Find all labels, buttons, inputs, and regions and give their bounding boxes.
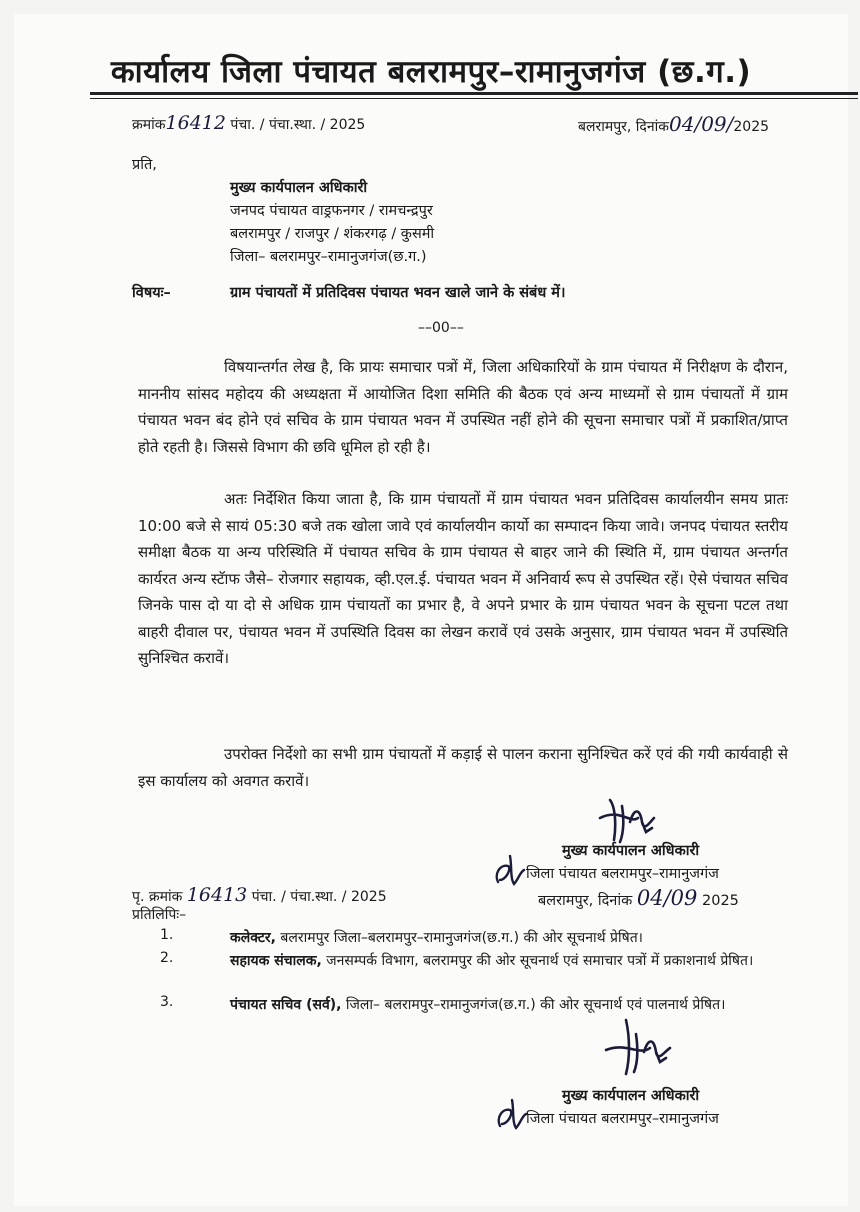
date-year: 2025 — [733, 119, 770, 135]
addressee-line3: बलरामपुर / राजपुर / शंकरगढ़ / कुसमी — [230, 226, 435, 242]
header-rule-thick — [90, 92, 858, 95]
prati-label: प्रति, — [132, 157, 157, 173]
signatory-office-2: जिला पंचायत बलरामपुर–रामानुजगंज — [526, 1111, 719, 1127]
copy-item-recipient: सहायक संचालक, — [230, 953, 322, 969]
body-paragraph-1: विषयान्तर्गत लेख है, कि प्रायः समाचार पत्रों में, जिला अधिकारियों के ग्राम पंचायत में निरीक्षण के दौरान, माननीय सांसद महोदय की अध्यक्षता में आयोजित दिशा समिति की बैठक एवं अन्य माध्यमों से ग्राम पंचायतों में ग्राम पंचायत भवन बंद होने एवं सचिव के ग्राम पंचायत भवन में उपस्थित नहीं होने की सूचना समाचार पत्रों में प्रकाशित/प्राप्त होते रहती है। जिससे विभाग की छवि धूमिल हो रही है। — [138, 358, 788, 456]
copy-item-detail: जनसम्पर्क विभाग, बलरामपुर की ओर सूचनार्थ एवं समाचार पत्रों में प्रकाशनार्थ प्रेषित। — [321, 953, 754, 969]
subject-text: ग्राम पंचायतों में प्रतिदिवस पंचायत भवन खाले जाने के संबंध में। — [230, 285, 566, 301]
signatory-designation-1: मुख्य कार्यपालन अधिकारी — [562, 843, 700, 859]
date-day-month: 04/09/ — [669, 112, 734, 136]
reference-line — [132, 112, 365, 134]
addressee-designation: मुख्य कार्यपालन अधिकारी — [230, 180, 368, 196]
initials-mark-1 — [490, 850, 530, 894]
body-paragraph-3: उपरोक्त निर्देशो का सभी ग्राम पंचायतों में कड़ाई से पालन कराना सुनिश्चित करें एवं की गयी कार्यवाही से इस कार्यालय को अवगत करावें। — [138, 745, 788, 790]
copy-ref-suffix: पंचा. / पंचा.स्था. / 2025 — [251, 889, 387, 905]
body-paragraph-2: अतः निर्देशित किया जाता है, कि ग्राम पंचायतों में ग्राम पंचायत भवन प्रतिदिवस कार्यालयीन समय प्रातः 10:00 बजे से सायं 05:30 बजे तक खोला जावे एवं कार्यालयीन कार्यो का सम्पादन किया जावे। जनपद पंचायत स्तरीय समीक्षा बैठक या अन्य परिस्थिति में पंचायत सचिव के ग्राम पंचायत से बाहर जाने की स्थिति में, ग्राम पंचायत अन्तर्गत कार्यरत अन्य स्टॅाफ जैसे– रोजगार सहायक, व्ही.एल.ई. पंचायत भवन में अनिवार्य रूप से उपस्थित रहें। ऐसे पंचायत सचिव जिनके पास दो या दो से अधिक ग्राम पंचायतों का प्रभार है, वे अपने प्रभार के ग्राम पंचायत भवन के सूचना पटल तथा बाहरी दीवाल पर, पंचायत भवन में उपस्थिति दिवस का लेखन करावें एवं उसके अनुसार, ग्राम पंचायत भवन में उपस्थिति सुनिश्चित करावें। — [138, 490, 788, 667]
ref-number: 16412 — [165, 112, 226, 134]
signature-date-line-1 — [538, 886, 739, 910]
copy-item-text — [230, 927, 766, 949]
copy-item-number: 2. — [160, 950, 174, 966]
copy-item-detail: बलरामपुर जिला–बलरामपुर–रामानुजगंज(छ.ग.) की ओर सूचनार्थ प्रेषित। — [275, 930, 643, 946]
addressee-line4: जिला– बलरामपुर–रामानुजगंज(छ.ग.) — [230, 249, 427, 265]
signature-date-day-month-1: 04/09 — [636, 886, 698, 910]
separator: ––00–– — [418, 320, 464, 336]
date-label: बलरामपुर, दिनांक — [578, 119, 669, 135]
copy-item-number: 3. — [160, 994, 174, 1010]
subject-label: विषयः– — [132, 285, 171, 301]
letter-page — [14, 14, 848, 1206]
copy-item-recipient: कलेक्टर, — [230, 930, 276, 946]
addressee-line2: जनपद पंचायत वाड्रफनगर / रामचन्द्रपुर — [230, 203, 433, 219]
copy-item-number: 1. — [160, 927, 174, 943]
pratilipi-label: प्रतिलिपिः– — [132, 907, 187, 923]
copy-ref-prefix: पृ. क्रमांक — [132, 889, 183, 905]
ref-suffix: पंचा. / पंचा.स्था. / 2025 — [230, 117, 366, 133]
date-line — [578, 112, 769, 136]
letterhead-title: कार्यालय जिला पंचायत बलरामपुर–रामानुजगंज (छ.ग.) — [110, 54, 752, 90]
copy-item-detail: जिला– बलरामपुर–रामानुजगंज(छ.ग.) की ओर सूचनार्थ एवं पालनार्थ प्रेषित। — [341, 997, 726, 1013]
ref-prefix: क्रमांक — [132, 117, 166, 133]
signature-mark-2 — [600, 1014, 690, 1082]
copy-item-recipient: पंचायत सचिव (सर्व), — [230, 997, 342, 1013]
copy-item-text — [230, 950, 766, 972]
copy-reference-line — [132, 884, 387, 906]
signature-date-label-1: बलरामपुर, दिनांक — [538, 893, 633, 909]
signatory-office-1: जिला पंचायत बलरामपुर–रामानुजगंज — [526, 866, 719, 882]
header-rule-thin — [90, 98, 858, 99]
copy-ref-number: 16413 — [186, 884, 248, 906]
signature-date-year-1: 2025 — [702, 893, 739, 909]
copy-item-text — [230, 994, 730, 1016]
signatory-designation-2: मुख्य कार्यपालन अधिकारी — [562, 1088, 700, 1104]
